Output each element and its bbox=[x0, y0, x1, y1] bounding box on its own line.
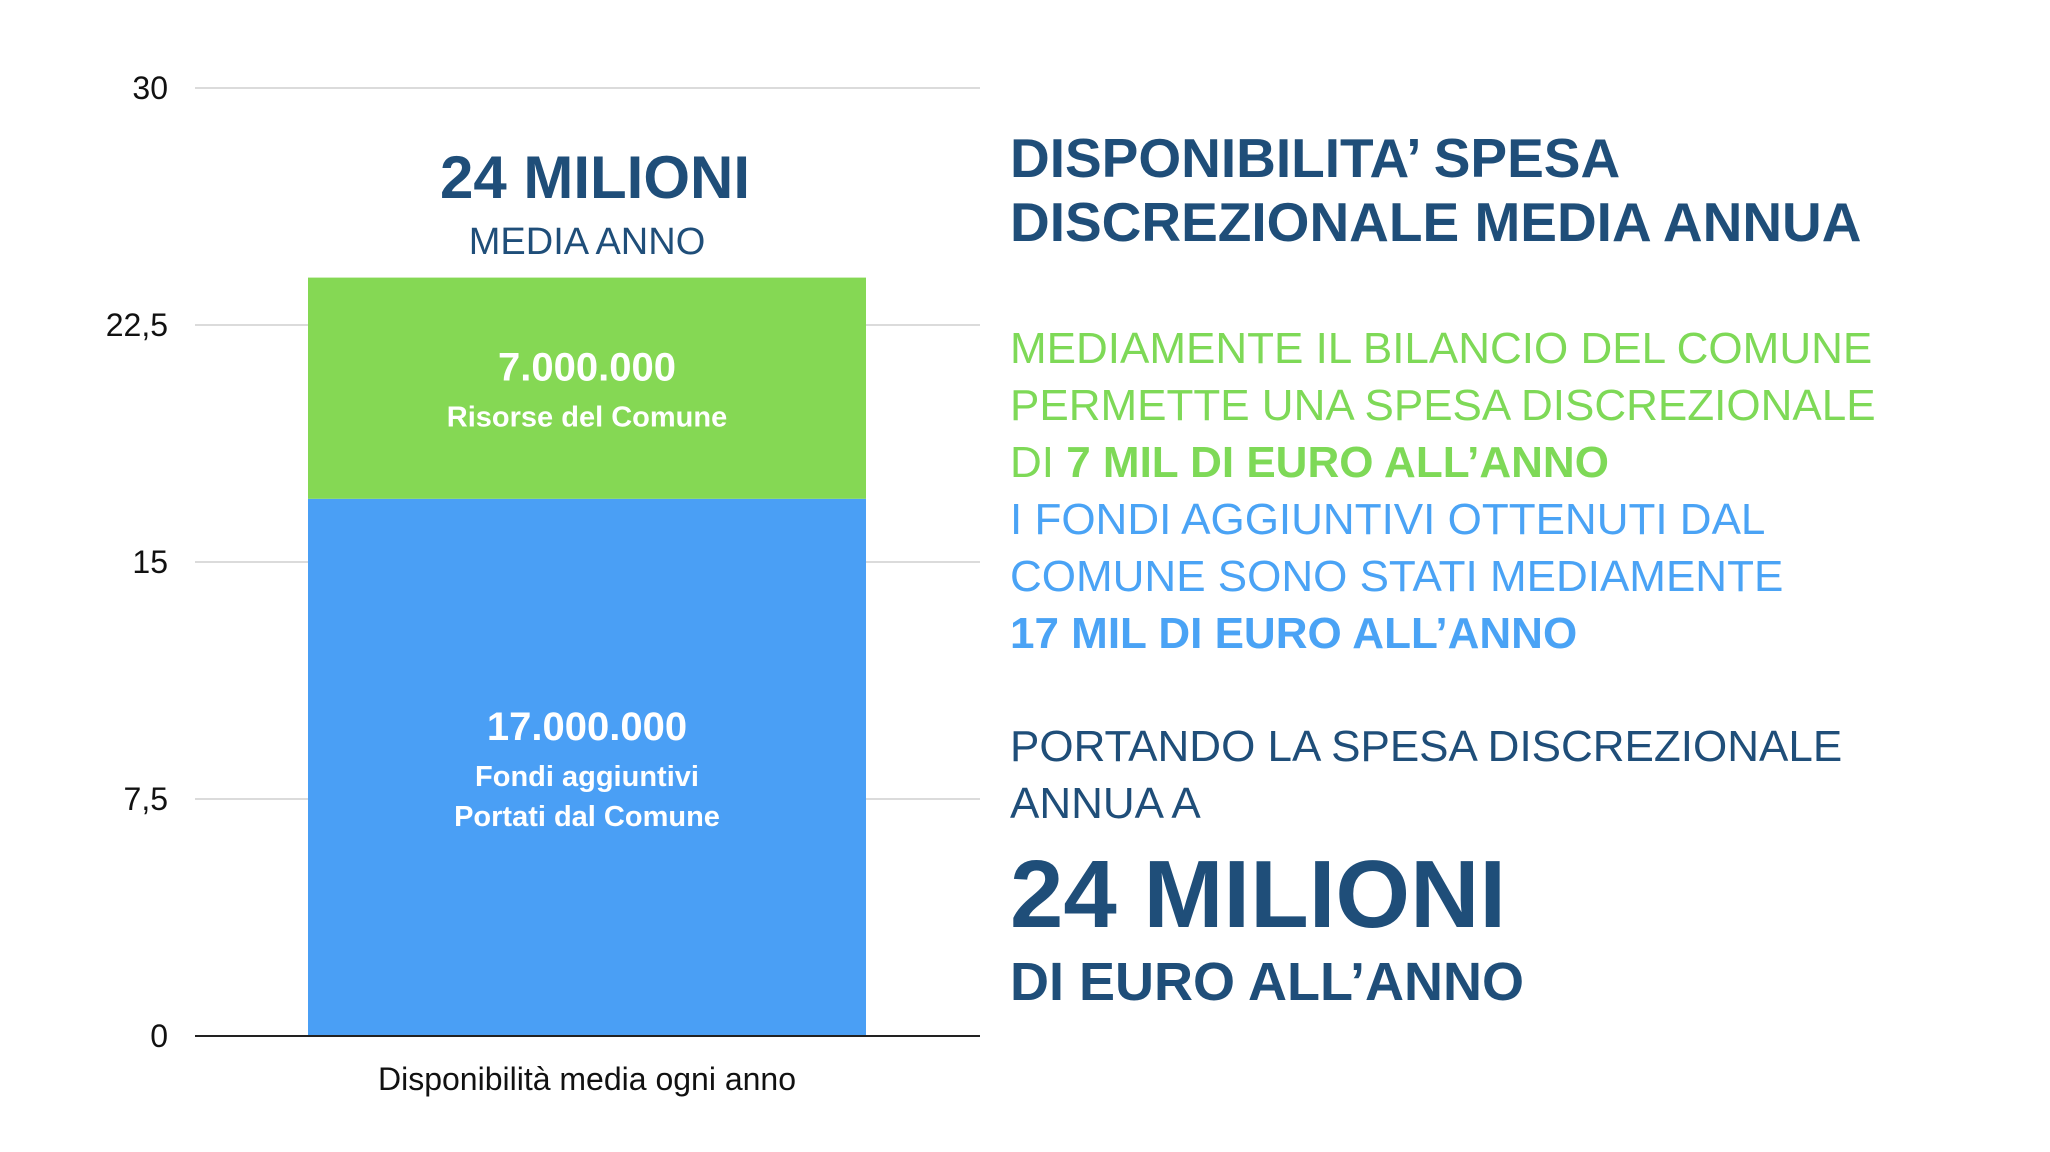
segment-desc-label: Risorse del Comune bbox=[446, 401, 728, 434]
y-axis-ticks bbox=[106, 70, 168, 1054]
segment-value-label: 7.000.000 bbox=[498, 345, 676, 390]
title-line: DISPONIBILITA’ SPESA bbox=[1010, 127, 1621, 189]
blue-highlight: 17 MIL DI EURO ALL’ANNO bbox=[1010, 609, 1578, 658]
big-total: 24 MILIONI bbox=[1010, 841, 1507, 948]
bars bbox=[308, 278, 866, 1036]
navy-line: ANNUA A bbox=[1010, 779, 1201, 828]
navy-line: PORTANDO LA SPESA DISCREZIONALE bbox=[1010, 722, 1843, 771]
green-highlight: 7 MIL DI EURO ALL’ANNO bbox=[1066, 438, 1609, 487]
total-sublabel: MEDIA ANNO bbox=[468, 221, 706, 263]
blue-line: COMUNE SONO STATI MEDIAMENTE bbox=[1010, 552, 1784, 601]
green-line: PERMETTE UNA SPESA DISCREZIONALE bbox=[1010, 381, 1876, 430]
green-prefix: DI bbox=[1010, 438, 1067, 487]
green-line bbox=[1010, 434, 1876, 491]
y-tick-label: 22,5 bbox=[105, 307, 168, 343]
segment-value-label: 17.000.000 bbox=[486, 704, 688, 749]
segment-desc-label: Portati dal Comune bbox=[454, 800, 720, 833]
green-line: MEDIAMENTE IL BILANCIO DEL COMUNE bbox=[1010, 324, 1873, 373]
x-axis-category-label: Disponibilità media ogni anno bbox=[377, 1061, 797, 1097]
total-unit: DI EURO ALL’ANNO bbox=[1010, 952, 1525, 1012]
y-tick-label: 7,5 bbox=[123, 781, 168, 817]
total-label: 24 MILIONI bbox=[439, 144, 751, 211]
y-tick-label: 0 bbox=[150, 1018, 168, 1054]
title-line: DISCREZIONALE MEDIA ANNUA bbox=[1010, 191, 1862, 253]
navy-paragraph bbox=[1010, 718, 1842, 832]
y-tick-label: 30 bbox=[132, 70, 168, 106]
green-paragraph bbox=[1010, 320, 1876, 491]
blue-paragraph bbox=[1010, 491, 1783, 662]
segment-desc-label: Fondi aggiuntivi bbox=[475, 760, 699, 793]
panel-title bbox=[1010, 126, 1861, 254]
bar-chart bbox=[0, 0, 1000, 1152]
y-tick-label: 15 bbox=[132, 544, 168, 580]
blue-line: I FONDI AGGIUNTIVI OTTENUTI DAL bbox=[1010, 495, 1766, 544]
